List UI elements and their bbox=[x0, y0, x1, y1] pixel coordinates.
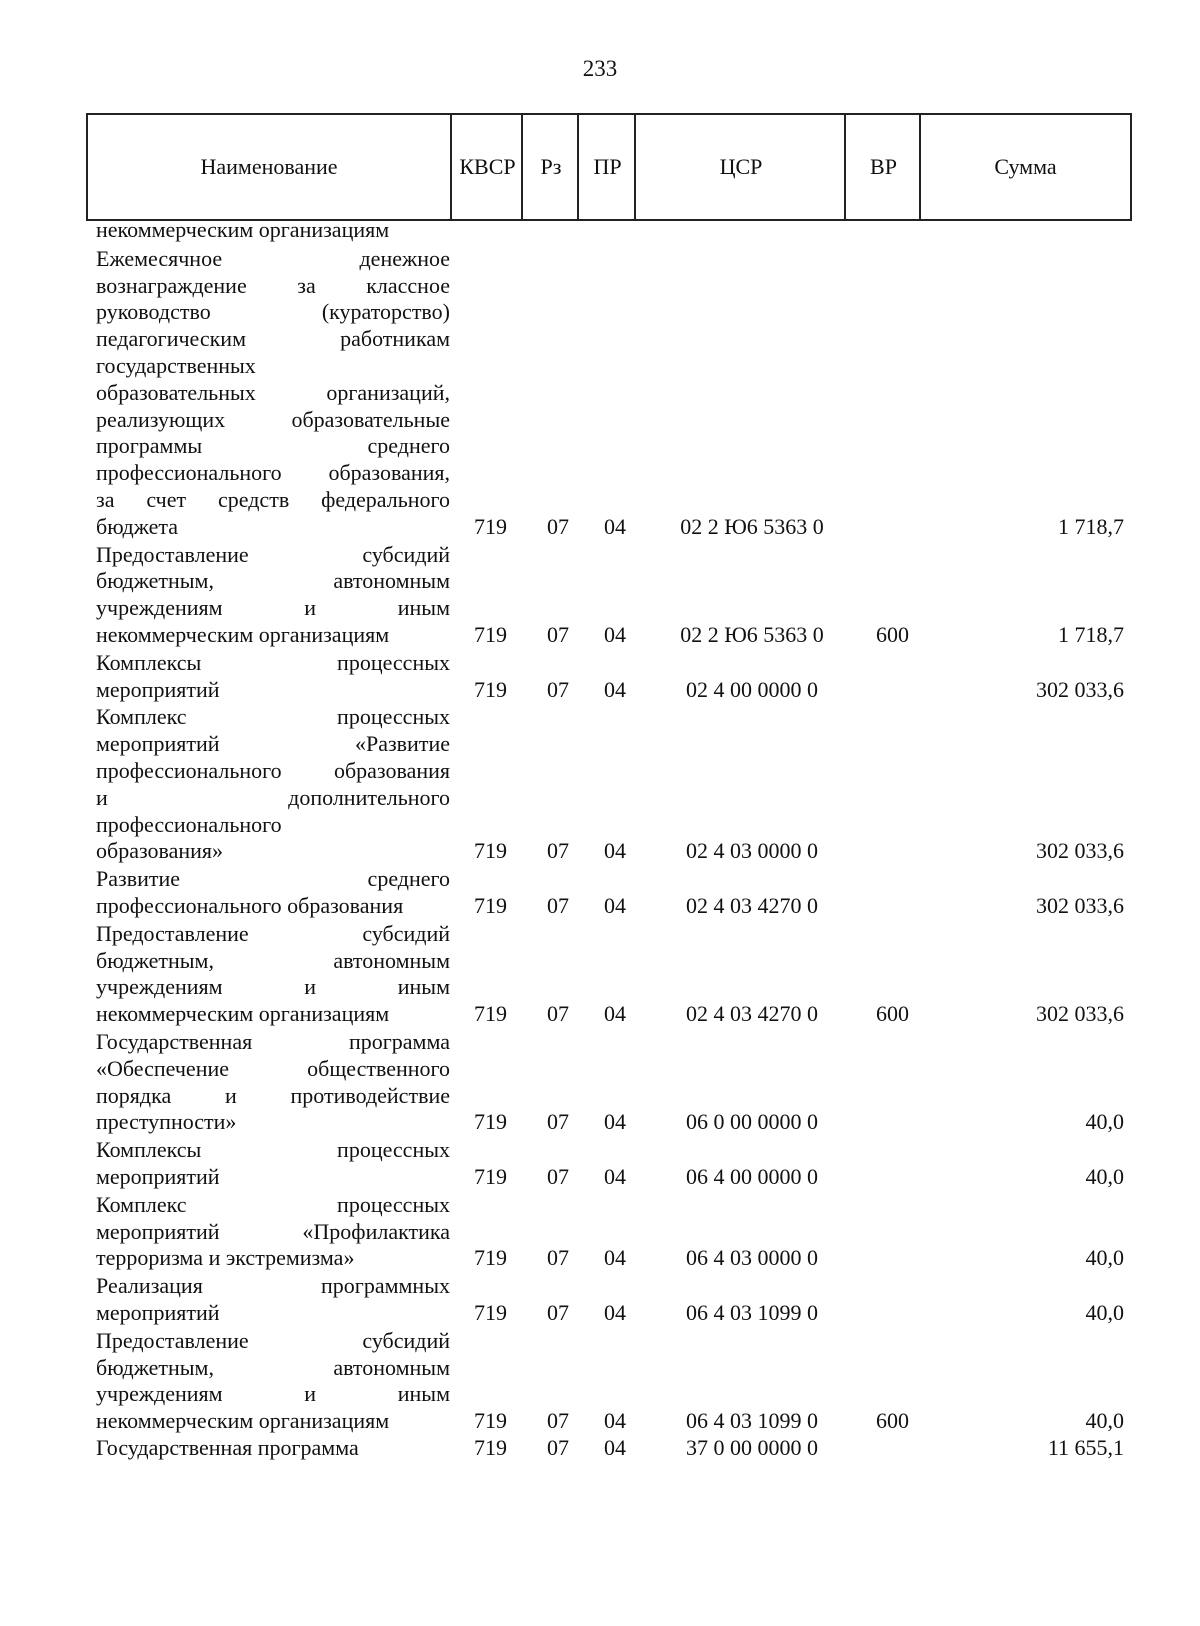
table-row bbox=[0, 1273, 1200, 1327]
row-name-line: порядка и противодействие bbox=[96, 1082, 450, 1108]
row-name bbox=[96, 1273, 450, 1327]
cell-kvsr: 719 bbox=[474, 1163, 507, 1189]
cell-vr bbox=[876, 1109, 920, 1136]
header-csr: ЦСР bbox=[634, 115, 846, 219]
cell-csr: 02 4 03 0000 0 bbox=[686, 838, 818, 864]
row-name-line: некоммерческим организациям bbox=[96, 217, 390, 242]
row-name bbox=[96, 246, 450, 541]
table-row bbox=[0, 1137, 1200, 1191]
header-vr: ВР bbox=[844, 115, 921, 219]
cell-pr: 04 bbox=[604, 676, 626, 702]
cell-vr bbox=[876, 514, 920, 541]
row-name-line: терроризма и экстремизма» bbox=[96, 1245, 355, 1271]
row-name-line: Комплекс процессных bbox=[96, 704, 450, 730]
cell-rz: 07 bbox=[547, 1434, 569, 1460]
row-name bbox=[96, 1328, 450, 1435]
row-name-line: Развитие среднего bbox=[96, 866, 450, 892]
cell-sum: 1 718,7 bbox=[1058, 513, 1124, 539]
row-name-line: мероприятий «Развитие bbox=[96, 731, 450, 757]
cell-pr bbox=[604, 217, 634, 244]
row-name bbox=[96, 1029, 450, 1136]
cell-sum: 40,0 bbox=[1085, 1163, 1124, 1189]
table-row bbox=[0, 866, 1200, 920]
row-name-line: Ежемесячное денежное bbox=[96, 245, 450, 271]
header-pr: ПР bbox=[577, 115, 636, 219]
cell-csr: 02 4 00 0000 0 bbox=[686, 676, 818, 702]
cell-csr: 37 0 00 0000 0 bbox=[686, 1434, 818, 1460]
cell-pr: 04 bbox=[604, 1434, 626, 1460]
cell-sum: 302 033,6 bbox=[1036, 676, 1124, 702]
row-name-line: мероприятий bbox=[96, 676, 220, 702]
cell-csr: 02 4 03 4270 0 bbox=[686, 1001, 818, 1027]
cell-kvsr: 719 bbox=[474, 1408, 507, 1434]
cell-kvsr bbox=[474, 217, 512, 244]
cell-rz: 07 bbox=[547, 1163, 569, 1189]
table-row bbox=[0, 650, 1200, 704]
row-name-line: Предоставление субсидий bbox=[96, 541, 450, 567]
header-name: Наименование bbox=[200, 154, 338, 179]
cell-vr bbox=[876, 838, 920, 865]
row-name-line: бюджетным, автономным bbox=[96, 947, 450, 973]
row-name-line: профессионального bbox=[96, 811, 282, 837]
row-name-line: реализующих образовательные bbox=[96, 406, 450, 432]
row-name-line: Предоставление субсидий bbox=[96, 920, 450, 946]
row-name-line: «Обеспечение общественного bbox=[96, 1055, 450, 1081]
cell-kvsr: 719 bbox=[474, 892, 507, 918]
cell-pr: 04 bbox=[604, 1245, 626, 1271]
row-name-line: бюджетным, автономным bbox=[96, 1354, 450, 1380]
row-name-line: руководство (кураторство) bbox=[96, 299, 450, 325]
row-name bbox=[96, 217, 450, 244]
cell-sum: 40,0 bbox=[1085, 1109, 1124, 1135]
cell-vr bbox=[876, 677, 920, 704]
cell-vr bbox=[876, 1435, 920, 1462]
row-name-line: профессионального образования bbox=[96, 892, 404, 918]
cell-sum: 40,0 bbox=[1085, 1299, 1124, 1325]
cell-rz: 07 bbox=[547, 1299, 569, 1325]
header-rz: Рз bbox=[521, 115, 579, 219]
row-name-line: педагогическим работникам bbox=[96, 326, 450, 352]
row-name bbox=[96, 1192, 450, 1272]
cell-kvsr: 719 bbox=[474, 1299, 507, 1325]
cell-kvsr: 719 bbox=[474, 621, 507, 647]
cell-pr: 04 bbox=[604, 513, 626, 539]
table-row bbox=[0, 704, 1200, 865]
row-name-line: некоммерческим организациям bbox=[96, 1001, 390, 1027]
cell-csr: 02 4 03 4270 0 bbox=[686, 892, 818, 918]
cell-sum bbox=[930, 217, 1124, 244]
cell-csr: 02 2 Ю6 5363 0 bbox=[680, 513, 824, 539]
cell-sum: 302 033,6 bbox=[1036, 838, 1124, 864]
cell-vr bbox=[876, 1245, 920, 1272]
row-name-line: мероприятий bbox=[96, 1299, 220, 1325]
cell-csr: 02 2 Ю6 5363 0 bbox=[680, 621, 824, 647]
cell-pr: 04 bbox=[604, 1163, 626, 1189]
row-name-line: за счет средств федерального bbox=[96, 486, 450, 512]
table-row bbox=[0, 1328, 1200, 1435]
cell-csr: 06 4 03 1099 0 bbox=[686, 1408, 818, 1434]
cell-pr: 04 bbox=[604, 1299, 626, 1325]
table-row bbox=[0, 217, 1200, 244]
row-name-line: профессионального образования, bbox=[96, 460, 450, 486]
cell-pr: 04 bbox=[604, 1001, 626, 1027]
cell-kvsr: 719 bbox=[474, 1434, 507, 1460]
page-number: 233 bbox=[582, 56, 618, 81]
cell-rz: 07 bbox=[547, 676, 569, 702]
cell-rz: 07 bbox=[547, 513, 569, 539]
cell-kvsr: 719 bbox=[474, 1109, 507, 1135]
table-header bbox=[86, 113, 1132, 221]
table-row bbox=[0, 542, 1200, 649]
row-name-line: бюджетным, автономным bbox=[96, 568, 450, 594]
cell-kvsr: 719 bbox=[474, 513, 507, 539]
cell-rz: 07 bbox=[547, 1001, 569, 1027]
cell-vr bbox=[876, 1300, 920, 1327]
cell-sum: 40,0 bbox=[1085, 1245, 1124, 1271]
cell-csr: 06 4 03 1099 0 bbox=[686, 1299, 818, 1325]
cell-rz: 07 bbox=[547, 621, 569, 647]
cell-pr: 04 bbox=[604, 621, 626, 647]
table-body bbox=[0, 217, 1200, 1462]
row-name-line: учреждениям и иным bbox=[96, 974, 450, 1000]
row-name-line: учреждениям и иным bbox=[96, 1381, 450, 1407]
row-name-line: государственных bbox=[96, 352, 256, 378]
header-kvsr: КВСР bbox=[450, 115, 523, 219]
cell-rz bbox=[547, 217, 577, 244]
row-name-line: Комплекс процессных bbox=[96, 1191, 450, 1217]
row-name-line: Предоставление субсидий bbox=[96, 1327, 450, 1353]
cell-csr: 06 4 03 0000 0 bbox=[686, 1245, 818, 1271]
cell-kvsr: 719 bbox=[474, 1245, 507, 1271]
cell-vr: 600 bbox=[876, 1408, 909, 1434]
cell-csr: 06 4 00 0000 0 bbox=[686, 1163, 818, 1189]
row-name bbox=[96, 650, 450, 704]
cell-kvsr: 719 bbox=[474, 1001, 507, 1027]
table-row bbox=[0, 1435, 1200, 1462]
row-name-line: мероприятий «Профилактика bbox=[96, 1218, 450, 1244]
row-name-line: программы среднего bbox=[96, 433, 450, 459]
row-name-line: некоммерческим организациям bbox=[96, 621, 390, 647]
row-name-line: вознаграждение за классное bbox=[96, 272, 450, 298]
cell-rz: 07 bbox=[547, 838, 569, 864]
cell-pr: 04 bbox=[604, 838, 626, 864]
row-name-line: Комплексы процессных bbox=[96, 649, 450, 675]
row-name-line: Государственная программа bbox=[96, 1434, 359, 1460]
row-name-line: и дополнительного bbox=[96, 784, 450, 810]
row-name bbox=[96, 921, 450, 1028]
table-row bbox=[0, 1029, 1200, 1136]
cell-csr bbox=[646, 217, 858, 244]
row-name bbox=[96, 704, 450, 865]
cell-kvsr: 719 bbox=[474, 838, 507, 864]
row-name bbox=[96, 866, 450, 920]
row-name-line: образования» bbox=[96, 838, 224, 864]
row-name-line: бюджета bbox=[96, 513, 179, 539]
row-name bbox=[96, 1435, 450, 1462]
row-name bbox=[96, 542, 450, 649]
table-row bbox=[0, 1192, 1200, 1272]
cell-rz: 07 bbox=[547, 1408, 569, 1434]
cell-rz: 07 bbox=[547, 1245, 569, 1271]
row-name-line: некоммерческим организациям bbox=[96, 1408, 390, 1434]
cell-vr: 600 bbox=[876, 621, 909, 647]
row-name-line: Государственная программа bbox=[96, 1028, 450, 1054]
row-name-line: образовательных организаций, bbox=[96, 379, 450, 405]
cell-pr: 04 bbox=[604, 1109, 626, 1135]
row-name-line: учреждениям и иным bbox=[96, 595, 450, 621]
table-row bbox=[0, 921, 1200, 1028]
row-name-line: Комплексы процессных bbox=[96, 1137, 450, 1163]
cell-pr: 04 bbox=[604, 1408, 626, 1434]
cell-vr bbox=[876, 1164, 920, 1191]
cell-rz: 07 bbox=[547, 892, 569, 918]
cell-sum: 40,0 bbox=[1085, 1408, 1124, 1434]
cell-sum: 11 655,1 bbox=[1047, 1434, 1124, 1460]
row-name bbox=[96, 1137, 450, 1191]
cell-vr bbox=[876, 893, 920, 920]
row-name-line: преступности» bbox=[96, 1109, 237, 1135]
cell-pr: 04 bbox=[604, 892, 626, 918]
header-sum: Сумма bbox=[919, 115, 1130, 219]
cell-rz: 07 bbox=[547, 1109, 569, 1135]
cell-vr bbox=[876, 217, 920, 244]
cell-sum: 1 718,7 bbox=[1058, 621, 1124, 647]
cell-sum: 302 033,6 bbox=[1036, 892, 1124, 918]
cell-csr: 06 0 00 0000 0 bbox=[686, 1109, 818, 1135]
row-name-line: Реализация программных bbox=[96, 1273, 450, 1299]
cell-kvsr: 719 bbox=[474, 676, 507, 702]
cell-vr: 600 bbox=[876, 1001, 909, 1027]
table-row bbox=[0, 246, 1200, 541]
row-name-line: профессионального образования bbox=[96, 757, 450, 783]
cell-sum: 302 033,6 bbox=[1036, 1001, 1124, 1027]
row-name-line: мероприятий bbox=[96, 1163, 220, 1189]
